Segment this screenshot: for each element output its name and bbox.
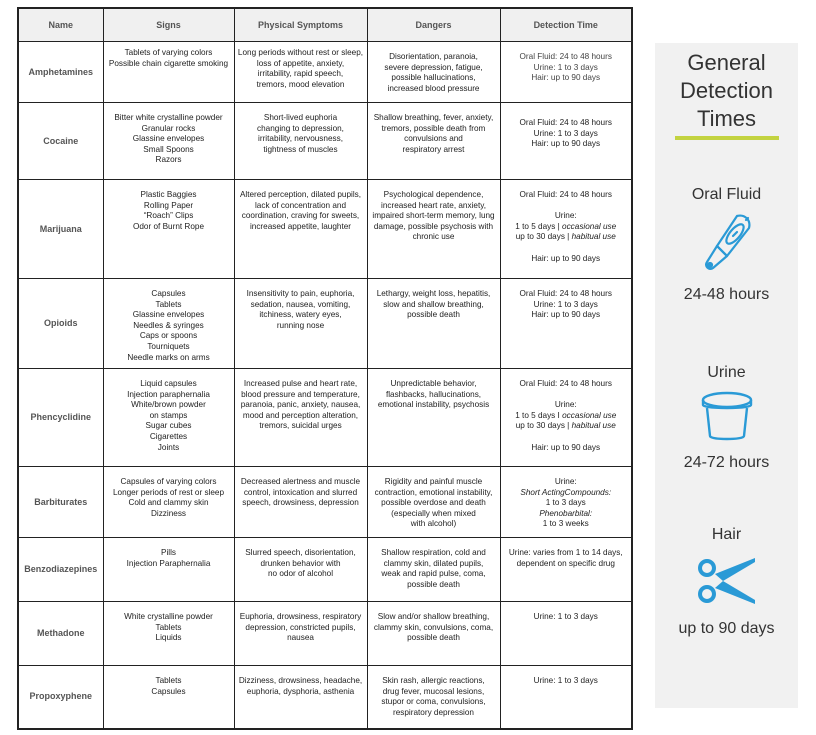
table-row-methadone [18, 602, 632, 666]
table-row-cocaine [18, 103, 632, 180]
section-label: Urine [707, 364, 746, 381]
dangers-cell: Shallow breathing, fever, anxiety, tremors, possible death from convulsions and respiratory arrest [367, 103, 500, 180]
section-value: up to 90 days [678, 620, 775, 637]
table-header-row [18, 8, 632, 42]
section-oral-fluid [655, 186, 798, 304]
dangers-cell: Slow and/or shallow breathing, clammy skin, convulsions, coma, possible death [367, 602, 500, 666]
header-detection-time: Detection Time [500, 8, 632, 42]
section-value: 24-48 hours [683, 286, 770, 303]
signs-cell: Capsules Tablets Glassine envelopes Needles & syringes Caps or spoons Tourniquets Needle marks on arms [103, 279, 234, 369]
table-row-benzodiazepines [18, 538, 632, 602]
title-underline [675, 136, 779, 140]
dangers-cell: Psychological dependence, increased heart rate, anxiety, impaired short-term memory, lung damage, possible psychosis with chronic use [367, 180, 500, 279]
dangers-cell: Disorientation, paranoia, severe depression, fatigue, possible hallucinations, increased blood pressure [367, 42, 500, 103]
drug-name: Phencyclidine [18, 369, 103, 467]
detection-cell: Oral Fluid: 24 to 48 hours Urine: 1 to 3 days Hair: up to 90 days [500, 103, 632, 180]
dangers-cell: Unpredictable behavior, flashbacks, hallucinations, emotional instability, psychosis [367, 369, 500, 467]
detection-cell: Urine: 1 to 3 days [500, 602, 632, 666]
drug-name: Marijuana [18, 180, 103, 279]
symptoms-cell: Insensitivity to pain, euphoria, sedation, nausea, vomiting, itchiness, watery eyes, running nose [234, 279, 367, 369]
detection-cell: Urine: Short ActingCompounds: 1 to 3 days Phenobarbital: 1 to 3 weeks [500, 467, 632, 538]
drug-name: Benzodiazepines [18, 538, 103, 602]
table-row-barbiturates [18, 467, 632, 538]
detection-cell: Oral Fluid: 24 to 48 hours Urine: 1 to 5 days I occasional use up to 30 days | habitual use Hair: up to 90 days [500, 369, 632, 467]
oral-swab-icon [697, 210, 757, 274]
signs-cell: Bitter white crystalline powder Granular rocks Glassine envelopes Small Spoons Razors [103, 103, 234, 180]
detection-cell: Oral Fluid: 24 to 48 hours Urine: 1 to 5 days | occasional use up to 30 days | habitual use Hair: up to 90 days [500, 180, 632, 279]
table-row-marijuana [18, 180, 632, 279]
table-row-amphetamines [18, 42, 632, 103]
section-label: Hair [711, 526, 742, 543]
drug-name: Cocaine [18, 103, 103, 180]
drug-name: Methadone [18, 602, 103, 666]
general-detection-times-panel [655, 43, 798, 708]
signs-cell: White crystalline powder Tablets Liquids [103, 602, 234, 666]
drug-name: Barbiturates [18, 467, 103, 538]
drug-detection-table [17, 7, 633, 730]
signs-cell: Capsules of varying colors Longer periods of rest or sleep Cold and clammy skin Dizziness [103, 467, 234, 538]
header-signs: Signs [103, 8, 234, 42]
detection-cell: Urine: 1 to 3 days [500, 666, 632, 729]
dangers-cell: Skin rash, allergic reactions, drug fever, mucosal lesions, stupor or coma, convulsions, respiratory depression [367, 666, 500, 729]
signs-cell: Tablets of varying colors Possible chain cigarette smoking [103, 42, 234, 103]
signs-cell: Liquid capsules Injection paraphernalia White/brown powder on stamps Sugar cubes Cigarettes Joints [103, 369, 234, 467]
header-physical-symptoms: Physical Symptoms [234, 8, 367, 42]
header-name: Name [18, 8, 103, 42]
signs-cell: Pills Injection Paraphernalia [103, 538, 234, 602]
detection-cell: Urine: varies from 1 to 14 days, dependent on specific drug [500, 538, 632, 602]
panel-title: General Detection Times [680, 50, 773, 131]
header-dangers: Dangers [367, 8, 500, 42]
symptoms-cell: Euphoria, drowsiness, respiratory depression, constricted pupils, nausea [234, 602, 367, 666]
dangers-cell: Rigidity and painful muscle contraction, emotional instability, possible overdose and death (especially when mixed with alcohol) [367, 467, 500, 538]
section-label: Oral Fluid [691, 186, 762, 203]
dangers-cell: Shallow respiration, cold and clammy skin, dilated pupils, weak and rapid pulse, coma, possible death [367, 538, 500, 602]
dangers-cell: Lethargy, weight loss, hepatitis, slow and shallow breathing, possible death [367, 279, 500, 369]
detection-cell: Oral Fluid: 24 to 48 hours Urine: 1 to 3 days Hair: up to 90 days [500, 279, 632, 369]
symptoms-cell: Increased pulse and heart rate, blood pressure and temperature, paranoia, panic, anxiety, nausea, mood and perception alteration, tremors, suicidal urges [234, 369, 367, 467]
section-hair [655, 526, 798, 638]
symptoms-cell: Slurred speech, disorientation, drunken behavior with no odor of alcohol [234, 538, 367, 602]
drug-name: Opioids [18, 279, 103, 369]
table-row-propoxyphene [18, 666, 632, 729]
detection-cell: Oral Fluid: 24 to 48 hours Urine: 1 to 3 days Hair: up to 90 days [500, 42, 632, 103]
drug-name: Amphetamines [18, 42, 103, 103]
section-urine [655, 364, 798, 472]
urine-cup-icon [699, 390, 755, 446]
drug-name: Propoxyphene [18, 666, 103, 729]
symptoms-cell: Short-lived euphoria changing to depression, irritability, nervousness, tightness of muscles [234, 103, 367, 180]
table-row-opioids [18, 279, 632, 369]
signs-cell: Tablets Capsules [103, 666, 234, 729]
symptoms-cell: Dizziness, drowsiness, headache, euphoria, dysphoria, asthenia [234, 666, 367, 729]
symptoms-cell: Long periods without rest or sleep, loss of appetite, anxiety, irritability, rapid speech, tremors, mood elevation [234, 42, 367, 103]
table-row-phencyclidine [18, 369, 632, 467]
signs-cell: Plastic Baggies Rolling Paper “Roach” Clips Odor of Burnt Rope [103, 180, 234, 279]
symptoms-cell: Decreased alertness and muscle control, intoxication and slurred speech, drowsiness, depression [234, 467, 367, 538]
section-value: 24-72 hours [683, 454, 770, 471]
scissors-icon [697, 556, 757, 606]
symptoms-cell: Altered perception, dilated pupils, lack of concentration and coordination, craving for sweets, increased appetite, laughter [234, 180, 367, 279]
